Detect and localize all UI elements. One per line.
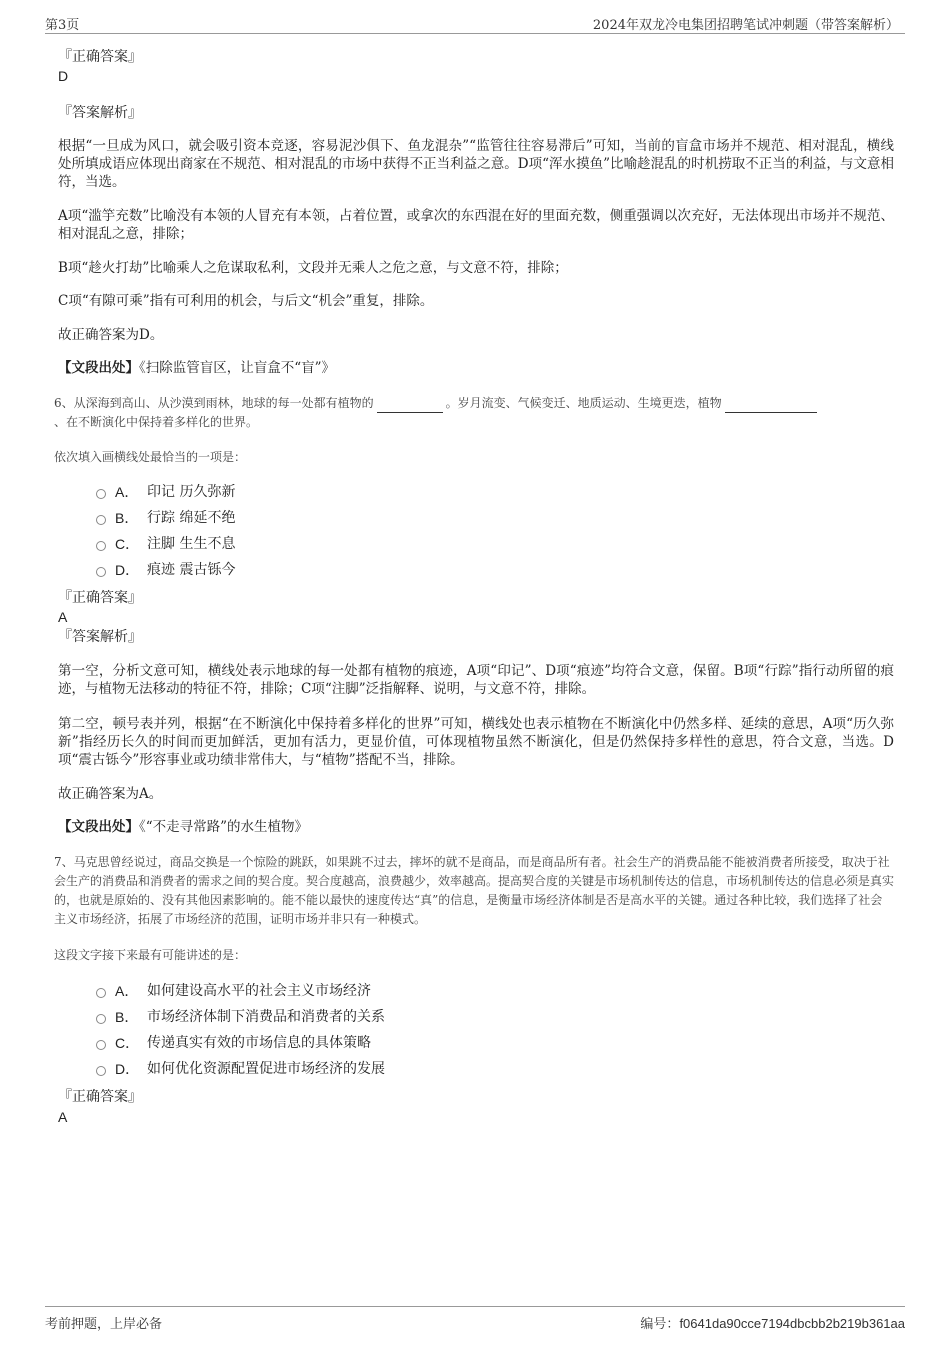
radio-icon[interactable] — [96, 1066, 106, 1076]
q6-analysis-conclusion: 故正确答案为A。 — [58, 786, 163, 802]
q6-option-c[interactable]: C． 注脚 生生不息 — [96, 534, 235, 554]
q6-stem-part-c: 、在不断演化中保持着多样化的世界。 — [54, 415, 259, 429]
q7-option-d[interactable]: D． 如何优化资源配置促进市场经济的发展 — [96, 1059, 385, 1079]
document-code-label: 编号： — [640, 1317, 680, 1332]
q7-option-a[interactable]: A． 如何建设高水平的社会主义市场经济 — [96, 981, 371, 1001]
document-code — [640, 1313, 905, 1332]
q6-analysis-p1: 第一空，分析文意可知，横线处表示地球的每一处都有植物的痕迹，A项“印记”、D项“痕迹”均符合文意，保留。B项“行踪”指行动所留的痕迹，与植物无法移动的特征不符，排除；C项“注脚”泛指解释、说明，与文意不符，排除。 — [58, 663, 894, 697]
q5-analysis-p1: 根据“一旦成为风口，就会吸引资本竞逐，容易泥沙俱下、鱼龙混杂”“监管往往容易滞后”可知，当前的盲盒市场并不规范、相对混乱，横线处所填成语应体现出商家在不规范、相对混乱的市场中获得不正当利益之意。D项“浑水摸鱼”比喻趁混乱的时机捞取不正当的利益，与文意相符，当选。 — [58, 138, 894, 190]
q6-source — [58, 818, 894, 836]
q7-option-c[interactable]: C． 传递真实有效的市场信息的具体策略 — [96, 1033, 371, 1053]
q6-stem — [54, 394, 894, 432]
page-header — [45, 12, 905, 34]
radio-icon[interactable] — [96, 1040, 106, 1050]
radio-icon[interactable] — [96, 515, 106, 525]
q7-option-b[interactable]: B． 市场经济体制下消费品和消费者的关系 — [96, 1007, 385, 1027]
page-footer — [45, 1306, 905, 1330]
q6-option-b[interactable]: B． 行踪 绵延不绝 — [96, 508, 235, 528]
q7-prompt: 这段文字接下来最有可能讲述的是： — [54, 948, 247, 962]
q6-source-label: 【文段出处】 — [58, 819, 139, 835]
q6-prompt: 依次填入画横线处最恰当的一项是： — [54, 450, 247, 464]
footer-slogan: 考前押题，上岸必备 — [45, 1317, 163, 1332]
q5-analysis-p4: C项“有隙可乘”指有可利用的机会，与后文“机会”重复，排除。 — [58, 293, 434, 309]
q6-stem-part-b: 。岁月流变、气候变迁、地质运动、生境更迭，植物 — [445, 396, 722, 410]
q6-option-a[interactable]: A． 印记 历久弥新 — [96, 482, 235, 502]
q6-analysis-label: 『答案解析』 — [58, 629, 142, 645]
radio-icon[interactable] — [96, 489, 106, 499]
q5-source-label: 【文段出处】 — [58, 360, 139, 376]
q7-answer: A — [58, 1109, 68, 1125]
q5-source-title: 《扫除监管盲区，让盲盒不“盲”》 — [139, 360, 336, 376]
radio-icon[interactable] — [96, 988, 106, 998]
radio-icon[interactable] — [96, 567, 106, 577]
q5-analysis-p2: A项“滥竽充数”比喻没有本领的人冒充有本领，占着位置，或拿次的东西混在好的里面充数，侧重强调以次充好，无法体现出市场并不规范、相对混乱之意，排除； — [58, 208, 894, 242]
q5-analysis-label: 『答案解析』 — [58, 105, 142, 121]
radio-icon[interactable] — [96, 1014, 106, 1024]
q6-analysis-p2: 第二空，顿号表并列，根据“在不断演化中保持着多样化的世界”可知，横线处也表示植物在不断演化中仍然多样、延续的意思，A项“历久弥新”指经历长久的时间而更加鲜活，更加有活力，更显价值，可体现植物虽然不断演化，但是仍然保持多样性的意思，符合文意，当选。D项“震古铄今”形容事业或功绩非常伟大，与“植物”搭配不当，排除。 — [58, 716, 894, 768]
q5-answer-label: 『正确答案』 — [58, 49, 142, 65]
q6-answer-label: 『正确答案』 — [58, 590, 142, 606]
q7-answer-label: 『正确答案』 — [58, 1089, 142, 1105]
q6-blank-2 — [725, 399, 817, 413]
radio-icon[interactable] — [96, 541, 106, 551]
q6-source-title: 《“不走寻常路”的水生植物》 — [139, 819, 309, 835]
q5-analysis-conclusion: 故正确答案为D。 — [58, 327, 164, 343]
q6-option-d[interactable]: D． 痕迹 震古铄今 — [96, 560, 235, 580]
q5-answer: D — [58, 68, 69, 84]
q7-stem: 7、马克思曾经说过，商品交换是一个惊险的跳跃，如果跳不过去，摔坏的就不是商品，而是商品所有者。社会生产的消费品能不能被消费者所接受，取决于社会生产的消费品和消费者的需求之间的契合度。契合度越高，浪费越少，效率越高。提高契合度的关键是市场机制传达的信息，市场机制传达的信息必须是真实的，也就是原始的、没有其他因素影响的。能不能以最快的速度传达“真”的信息，是衡量市场经济体制是否是高水平的关键。通过各种比较，我们选择了社会主义市场经济，拓展了市场经济的范围，证明市场并非只有一种模式。 — [54, 855, 895, 926]
q6-blank-1 — [377, 399, 443, 413]
q6-stem-part-a: 6、从深海到高山、从沙漠到雨林，地球的每一处都有植物的 — [54, 396, 374, 410]
q5-source — [58, 359, 894, 377]
page-number: 第3页 — [45, 18, 80, 33]
document-code-value: f0641da90cce7194dbcbb2b219b361aa — [679, 1316, 905, 1331]
q5-analysis-p3: B项“趁火打劫”比喻乘人之危谋取私利，文段并无乘人之危之意，与文意不符，排除； — [58, 260, 568, 276]
q6-answer: A — [58, 609, 68, 625]
document-title: 2024年双龙冷电集团招聘笔试冲刺题（带答案解析） — [592, 18, 899, 33]
